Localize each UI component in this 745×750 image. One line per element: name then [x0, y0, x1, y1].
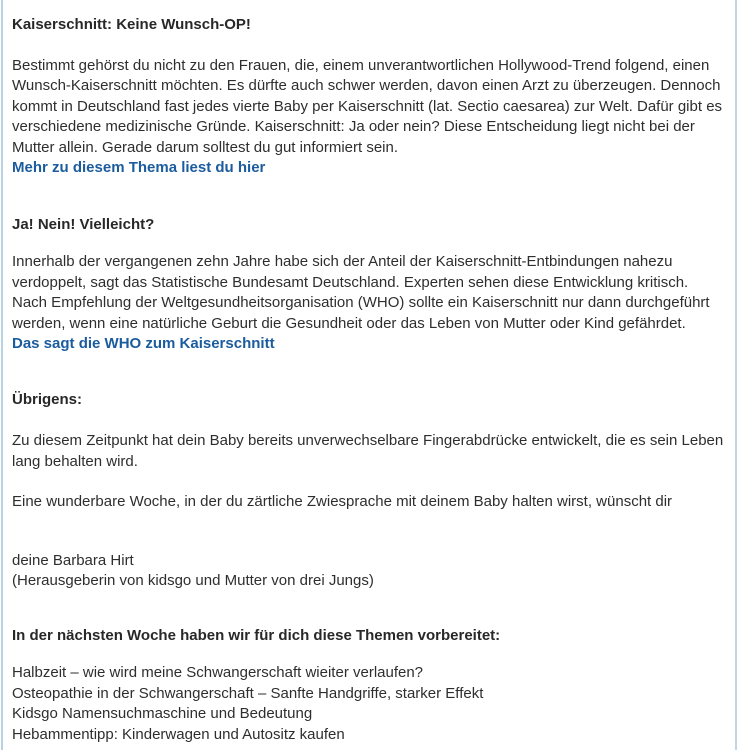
signature-name: deine Barbara Hirt	[12, 551, 134, 569]
topic-osteopathie: Osteopathie in der Schwangerschaft – Sanfte Handgriffe, starker Effekt	[12, 684, 484, 702]
section-who	[12, 252, 727, 355]
topic-namensuchmaschine: Kidsgo Namensuchmaschine und Bedeutung	[12, 705, 313, 722]
signature-block	[12, 551, 727, 592]
heading-uebrigens: Übrigens:	[12, 390, 83, 408]
heading-kaiserschnitt: Kaiserschnitt: Keine Wunsch-OP!	[12, 16, 251, 33]
link-mehr-zu-diesem-thema[interactable]: Mehr zu diesem Thema liest du hier	[12, 159, 266, 176]
heading-next-week: In der nächsten Woche haben wir für dich diese Themen vorbereitet:	[12, 626, 501, 644]
link-who-kaiserschnitt[interactable]: Das sagt die WHO zum Kaiserschnitt	[12, 335, 275, 352]
topic-halbzeit: Halbzeit – wie wird meine Schwangerschaft wieiter verlaufen?	[12, 664, 424, 681]
newsletter-body	[1, 0, 737, 750]
paragraph-kaiserschnitt: Bestimmt gehörst du nicht zu den Frauen, die, einem unverantwortlichen Hollywood-Trend folgend, einen Wunsch-Kaiserschnitt möchten. Es dürfte auch schwer werden, davon einen Arzt zu überzeugen. Dennoch kommt in Deutschland fast jedes vierte Baby per Kaiserschnitt (lat. Sectio caesarea) zur Welt. Dafür gibt es verschiedene medizinische Gründe. Kaiserschnitt: Ja oder nein? Diese Entscheidung liegt nicht bei der Mutter allein. Gerade darum solltest du gut informiert sein.	[12, 56, 723, 156]
paragraph-closing-wish: Eine wunderbare Woche, in der du zärtliche Zwiesprache mit deinem Baby halten wirst, wünscht dir	[12, 493, 673, 510]
signature-role: (Herausgeberin von kidsgo und Mutter von drei Jungs)	[12, 572, 374, 589]
paragraph-who: Innerhalb der vergangenen zehn Jahre habe sich der Anteil der Kaiserschnitt-Entbindungen nahezu verdoppelt, sagt das Statistische Bundesamt Deutschland. Experten sehen diese Entwicklung kritisch. Nach Empfehlung der Weltgesundheitsorganisation (WHO) sollte ein Kaiserschnitt nur dann durchgeführt werden, wenn eine natürliche Geburt die Gesundheit oder das Leben von Mutter oder Kind gefährdet.	[12, 253, 710, 332]
section-kaiserschnitt	[12, 56, 727, 179]
next-week-topics	[12, 663, 727, 745]
paragraph-fingerabdruecke: Zu diesem Zeitpunkt hat dein Baby bereits unverwechselbare Fingerabdrücke entwickelt, die es sein Leben lang behalten wird.	[12, 432, 724, 470]
heading-ja-nein-vielleicht: Ja! Nein! Vielleicht?	[12, 215, 155, 233]
topic-hebammentipp: Hebammentipp: Kinderwagen und Autositz kaufen	[12, 725, 345, 743]
